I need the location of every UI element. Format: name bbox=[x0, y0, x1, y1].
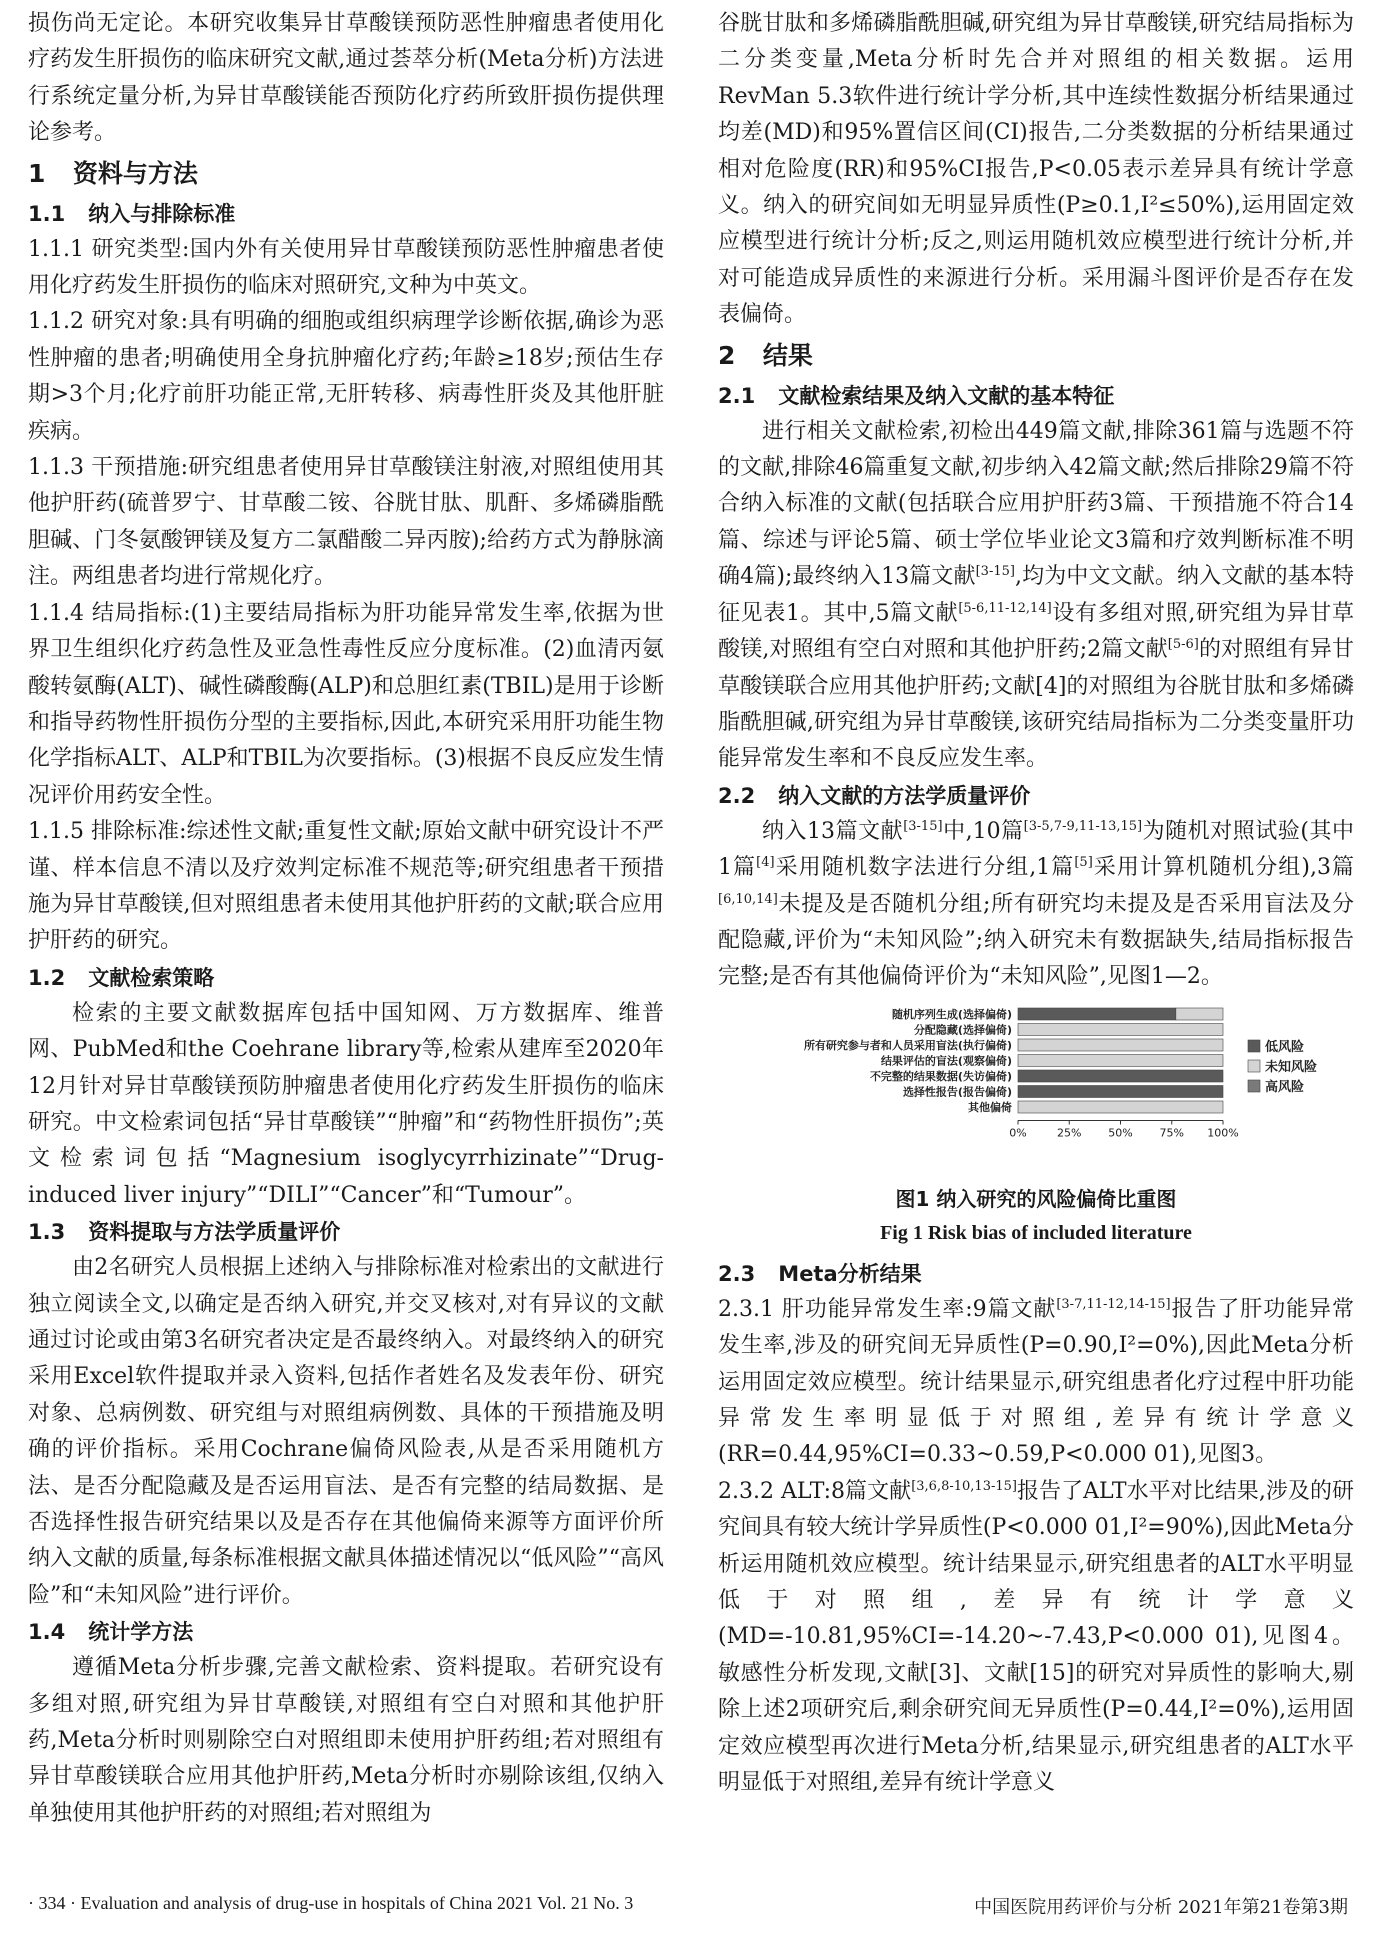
paragraph: 谷胱甘肽和多烯磷脂酰胆碱,研究组为异甘草酸镁,研究结局指标为二分类变量,Meta分析时先合并对照组的相关数据。运用RevMan 5.3软件进行统计学分析,其中连续性数据分析结果通过均差(MD)和95%置信区间(CI)报告,二分类数据的分析结果通过相对危险度(RR)和95%CI报告,P<0.05表示差异具有统计学意义。纳入的研究间如无明显异质性(P≥0.1,I²≤50%),运用固定效应模型进行统计分析;反之,则运用随机效应模型进行统计分析,并对可能造成异质性的来源进行分析。采用漏斗图评价是否存在发表偏倚。 bbox=[718, 11, 1354, 328]
right-column bbox=[718, 6, 1354, 1801]
category-label: 随机序列生成(选择偏倚) bbox=[891, 1007, 1012, 1021]
citation: [6,10,14] bbox=[718, 891, 778, 907]
x-tick-label: 100% bbox=[1207, 1126, 1239, 1140]
category-label: 选择性报告(报告偏倚) bbox=[902, 1085, 1012, 1099]
paragraph: 检索的主要文献数据库包括中国知网、万方数据库、维普网、PubMed和the Coehrane library等,检索从建库至2020年12月针对异甘草酸镁预防肿瘤患者使用化疗药发生肝损伤的临床研究。中文检索词包括“异甘草酸镁”“肿瘤”和“药物性肝损伤”;英文检索词包括“Magnesium isoglycyrrhizinate”“Drug-induced liver injury”“DILI”“Cancer”和“Tumour”。 bbox=[28, 1000, 664, 1208]
paragraph: 遵循Meta分析步骤,完善文献检索、资料提取。若研究设有多组对照,研究组为异甘草酸镁,对照组有空白对照和其他护肝药,Meta分析时则剔除空白对照组即未使用护肝药组;若对照组有异甘草酸镁联合应用其他护肝药,Meta分析时亦剔除该组,仅纳入单独使用其他护肝药的对照组;若对照组为 bbox=[28, 1655, 664, 1826]
legend-swatch bbox=[1248, 1040, 1260, 1052]
footer-journal-en: · 334 · Evaluation and analysis of drug-use in hospitals of China 2021 Vol. 21 No. 3 bbox=[28, 1893, 634, 1913]
bar-segment bbox=[1176, 1008, 1223, 1020]
category-label: 分配隐藏(选择偏倚) bbox=[913, 1023, 1012, 1037]
subsection-heading: 1.4 统计学方法 bbox=[28, 1620, 194, 1645]
paragraph: 1.1.4 结局指标:(1)主要结局指标为肝功能异常发生率,依据为世界卫生组织化疗药急性及亚急性毒性反应分度标准。(2)血清丙氨酸转氨酶(ALT)、碱性磷酸酶(ALP)和总胆红素(TBIL)是用于诊断和指导药物性肝损伤分型的主要指标,因此,本研究采用肝功能生物化学指标ALT、ALP和TBIL为次要指标。(3)根据不良反应发生情况评价用药安全性。 bbox=[28, 600, 664, 808]
citation: [3-5,7-9,11-13,15] bbox=[1023, 818, 1143, 834]
citation: [3,6,8-10,13-15] bbox=[911, 1478, 1017, 1494]
left-column bbox=[28, 6, 664, 1832]
subsection-heading: 2.1 文献检索结果及纳入文献的基本特征 bbox=[718, 383, 1115, 408]
figure-1 bbox=[718, 1004, 1354, 1250]
x-tick-label: 50% bbox=[1108, 1126, 1133, 1140]
legend-swatch bbox=[1248, 1060, 1260, 1072]
x-tick-label: 25% bbox=[1057, 1126, 1082, 1140]
legend-label: 高风险 bbox=[1265, 1079, 1305, 1095]
category-label: 其他偏倚 bbox=[968, 1100, 1012, 1114]
bar-segment bbox=[1018, 1070, 1223, 1082]
paragraph: 1.1.1 研究类型:国内外有关使用异甘草酸镁预防恶性肿瘤患者使用化疗药发生肝损伤的临床对照研究,文种为中英文。 bbox=[28, 236, 664, 299]
subsection-heading: 2.3 Meta分析结果 bbox=[718, 1261, 922, 1286]
x-tick-label: 0% bbox=[1009, 1126, 1027, 1140]
category-label: 所有研究参与者和人员采用盲法(执行偏倚) bbox=[803, 1038, 1012, 1052]
citation: [5-6,11-12,14] bbox=[958, 600, 1052, 616]
paragraph: 1.1.5 排除标准:综述性文献;重复性文献;原始文献中研究设计不严谨、样本信息不清以及疗效判定标准不规范等;研究组患者干预措施为异甘草酸镁,但对照组患者未使用其他护肝药的文献;联合应用护肝药的研究。 bbox=[28, 819, 664, 954]
legend-swatch bbox=[1248, 1080, 1260, 1092]
bar-segment bbox=[1018, 1101, 1223, 1113]
category-label: 结果评估的盲法(观察偏倚) bbox=[880, 1054, 1012, 1068]
citation: [4] bbox=[756, 855, 775, 871]
paragraph: 2.3.2 ALT:8篇文献[3,6,8-10,13-15]报告了ALT水平对比结果,涉及的研究间具有较大统计学异质性(P<0.000 01,I²=90%),因此Meta分析运用随机效应模型。统计结果显示,研究组患者的ALT水平明显低于对照组,差异有统计学意义(MD=-10.81,95%CI=-14.20~-7.43,P<0.000 01),见图4。敏感性分析发现,文献[3]、文献[15]的研究对异质性的影响大,剔除上述2项研究后,剩余研究间无异质性(P=0.44,I²=0%),运用固定效应模型再次进行Meta分析,结果显示,研究组患者的ALT水平明显低于对照组,差异有统计学意义 bbox=[718, 1478, 1354, 1796]
legend-label: 低风险 bbox=[1265, 1039, 1305, 1055]
category-label: 不完整的结果数据(失访偏倚) bbox=[869, 1069, 1012, 1083]
risk-bias-chart bbox=[718, 1004, 1354, 1182]
paragraph: 1.1.3 干预措施:研究组患者使用异甘草酸镁注射液,对照组使用其他护肝药(硫普罗宁、甘草酸二铵、谷胱甘肽、肌酐、多烯磷脂酰胆碱、门冬氨酸钾镁及复方二氯醋酸二异丙胺);给药方式为静脉滴注。两组患者均进行常规化疗。 bbox=[28, 455, 664, 590]
paragraph: 进行相关文献检索,初检出449篇文献,排除361篇与选题不符的文献,排除46篇重复文献,初步纳入42篇文献;然后排除29篇不符合纳入标准的文献(包括联合应用护肝药3篇、干预措施不符合14篇、综述与评论5篇、硕士学位毕业论文3篇和疗效判断标准不明确4篇);最终纳入13篇文献[3-15],均为中文文献。纳入文献的基本特征见表1。其中,5篇文献[5-6,11-12,14]设有多组对照,研究组为异甘草酸镁,对照组有空白对照和其他护肝药;2篇文献[5-6]的对照组有异甘草酸镁联合应用其他护肝药;文献[4]的对照组为谷胱甘肽和多烯磷脂酰胆碱,研究组为异甘草酸镁,该研究结局指标为二分类变量肝功能异常发生率和不良反应发生率。 bbox=[718, 418, 1354, 772]
subsection-heading: 1.2 文献检索策略 bbox=[28, 965, 215, 990]
section-heading: 1 资料与方法 bbox=[28, 158, 198, 188]
figure-caption-cn: 图1 纳入研究的风险偏倚比重图 bbox=[895, 1186, 1177, 1211]
paragraph: 损伤尚无定论。本研究收集异甘草酸镁预防恶性肿瘤患者使用化疗药发生肝损伤的临床研究文献,通过荟萃分析(Meta分析)方法进行系统定量分析,为异甘草酸镁能否预防化疗药所致肝损伤提供理论参考。 bbox=[28, 11, 664, 146]
x-tick-label: 75% bbox=[1159, 1126, 1184, 1140]
subsection-heading: 1.1 纳入与排除标准 bbox=[28, 201, 236, 226]
citation: [3-15] bbox=[975, 564, 1015, 580]
paragraph: 纳入13篇文献[3-15]中,10篇[3-5,7-9,11-13,15]为随机对照试验(其中1篇[4]采用随机数字法进行分组,1篇[5]采用计算机随机分组),3篇[6,10,14]未提及是否随机分组;所有研究均未提及是否采用盲法及分配隐藏,评价为“未知风险”;纳入研究未有数据缺失,结局指标报告完整;是否有其他偏倚评价为“未知风险”,见图1—2。 bbox=[718, 818, 1354, 990]
subsection-heading: 2.2 纳入文献的方法学质量评价 bbox=[718, 783, 1031, 808]
footer-journal-cn: 中国医院用药评价与分析 2021年第21卷第3期 bbox=[974, 1897, 1348, 1918]
subsection-heading: 1.3 资料提取与方法学质量评价 bbox=[28, 1220, 341, 1245]
citation: [3-7,11-12,14-15] bbox=[1056, 1296, 1171, 1312]
citation: [3-15] bbox=[903, 818, 943, 834]
paragraph: 2.3.1 肝功能异常发生率:9篇文献[3-7,11-12,14-15]报告了肝功能异常发生率,涉及的研究间无异质性(P=0.90,I²=0%),因此Meta分析运用固定效应模型。统计结果显示,研究组患者化疗过程中肝功能异常发生率明显低于对照组,差异有统计学意义(RR=0.44,95%CI=0.33~0.59,P<0.000 01),见图3。 bbox=[718, 1296, 1354, 1468]
bar-segment bbox=[1018, 1023, 1223, 1035]
bar-segment bbox=[1018, 1008, 1176, 1020]
paragraph: 由2名研究人员根据上述纳入与排除标准对检索出的文献进行独立阅读全文,以确定是否纳入研究,并交叉核对,对有异议的文献通过讨论或由第3名研究者决定是否最终纳入。对最终纳入的研究采用Excel软件提取并录入资料,包括作者姓名及发表年份、研究对象、总病例数、研究组与对照组病例数、具体的干预措施及明确的评价指标。采用Cochrane偏倚风险表,从是否采用随机方法、是否分配隐藏及是否运用盲法、是否有完整的结局数据、是否选择性报告研究结果以及是否存在其他偏倚来源等方面评价所纳入文献的质量,每条标准根据文献具体描述情况以“低风险”“高风险”和“未知风险”进行评价。 bbox=[28, 1255, 664, 1608]
citation: [5-6] bbox=[1167, 637, 1199, 653]
section-heading: 2 结果 bbox=[718, 340, 813, 370]
bar-segment bbox=[1018, 1039, 1223, 1051]
citation: [5] bbox=[1074, 855, 1093, 871]
bar-segment bbox=[1018, 1085, 1223, 1097]
figure-caption-en: Fig 1 Risk bias of included literature bbox=[880, 1221, 1192, 1244]
page-footer bbox=[28, 1893, 1348, 1923]
legend-label: 未知风险 bbox=[1265, 1059, 1318, 1075]
paragraph: 1.1.2 研究对象:具有明确的细胞或组织病理学诊断依据,确诊为恶性肿瘤的患者;明确使用全身抗肿瘤化疗药;年龄≥18岁;预估生存期>3个月;化疗前肝功能正常,无肝转移、病毒性肝炎及其他肝脏疾病。 bbox=[28, 309, 664, 444]
bar-segment bbox=[1018, 1054, 1223, 1066]
